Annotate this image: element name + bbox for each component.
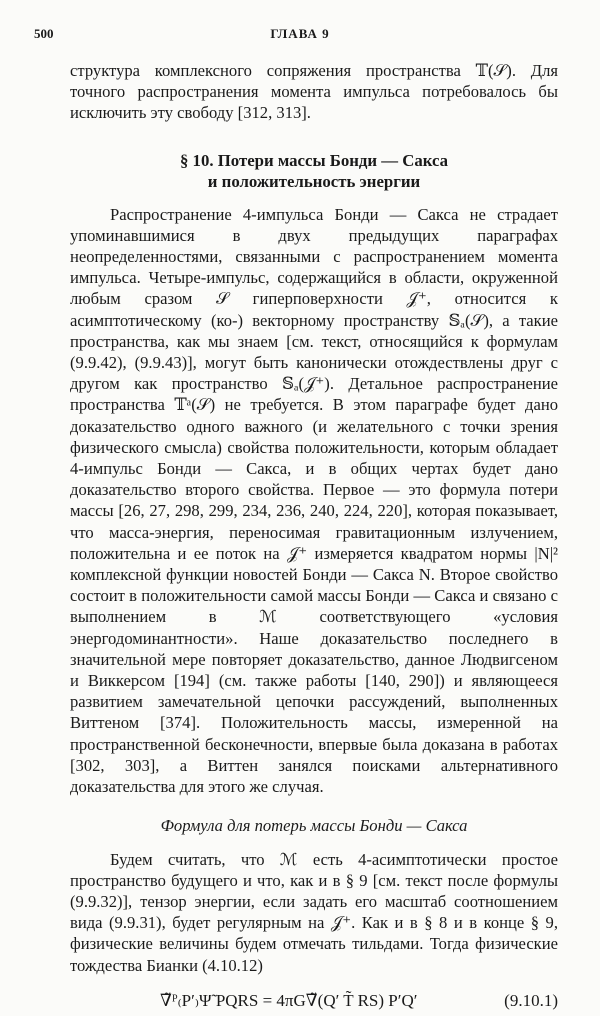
section-heading	[70, 150, 558, 192]
section-heading-line2: и положительность энергии	[207, 171, 421, 191]
section-heading-line1: § 10. Потери массы Бонди — Сакса	[179, 150, 449, 170]
equation-block	[70, 986, 558, 1016]
page-number: 500	[34, 26, 54, 41]
page-body	[70, 60, 558, 1016]
subsection-heading: Формула для потерь массы Бонди — Сакса	[160, 816, 468, 836]
closing-paragraph: Будем считать, что ℳ есть 4-асимптотически простое пространство будущего и что, как и в § 9 [см. текст после формулы (9.9.32)], тензор энергии, если задать его масштаб соотношением вида (9.9.31), будет регулярным на 𝒥⁺. Как и в § 8 и в конце § 9, физические величины будем отмечать тильдами. Тогда физические тождества Бианки (4.10.12)	[70, 849, 558, 975]
chapter-title: ГЛАВА 9	[270, 26, 330, 41]
main-paragraph: Распространение 4-импульса Бонди — Сакса не страдает упоминавшимися в двух предыдущих параграфах неопределенностями, связанными с распространением момента импульса. Четыре-импульс, содержащийся в области, окруженной любым сразом 𝒮 гиперповерхности 𝒥⁺, относится к асимптотическому (ко-) векторному пространству 𝕊ₐ(𝒮), а такие пространства, как мы знаем [см. текст, относящийся к формулам (9.9.42), (9.9.43)], могут быть канонически отождествлены друг с другом как пространство 𝕊ₐ(𝒥⁺). Детальное распространение пространства 𝕋ᵃ(𝒮) не требуется. В этом параграфе будет дано доказательство одного важного (и желательного с точки зрения физического смысла) свойства положительности, которым обладает 4-импульс Бонди — Сакса, и в общих чертах будет дано доказательство второго свойства. Первое — это формула потери массы [26, 27, 298, 299, 234, 236, 240, 224, 220], которая показывает, что масса-энергия, переносимая гравитационным излучением, положительна и ее поток на 𝒥⁺ измеряется квадратом нормы |N|² комплексной функции новостей Бонди — Сакса N. Второе свойство состоит в положительности самой массы Бонди — Сакса и связано с выполнением в ℳ соответствующего «условия энергодоминантности». Наше доказательство последнего в значительной мере повторяет доказательство, данное Людвигсеном и Виккерсом [194] (см. также работы [140, 290]) и являющееся развитием замечательной цепочки рассуждений, выполненных Виттеном [374]. Положительность массы, измеренной на пространственной бесконечности, впервые была доказана в работах [302, 303], а Виттен занялся поисками альтернативного доказательства для этого же случая.	[70, 204, 558, 797]
equation-number: (9.10.1)	[504, 990, 558, 1010]
equation-formula: ∇̃ᴾ₍P′₎Ψ̃ PQRS = 4πG∇̃(Q′ T̃ RS) P′Q′	[160, 990, 418, 1010]
intro-paragraph: структура комплексного сопряжения пространства 𝕋(𝒮). Для точного распространения момента импульса потребовалось бы исключить эту свободу [312, 313].	[70, 61, 558, 123]
running-head	[34, 26, 566, 44]
